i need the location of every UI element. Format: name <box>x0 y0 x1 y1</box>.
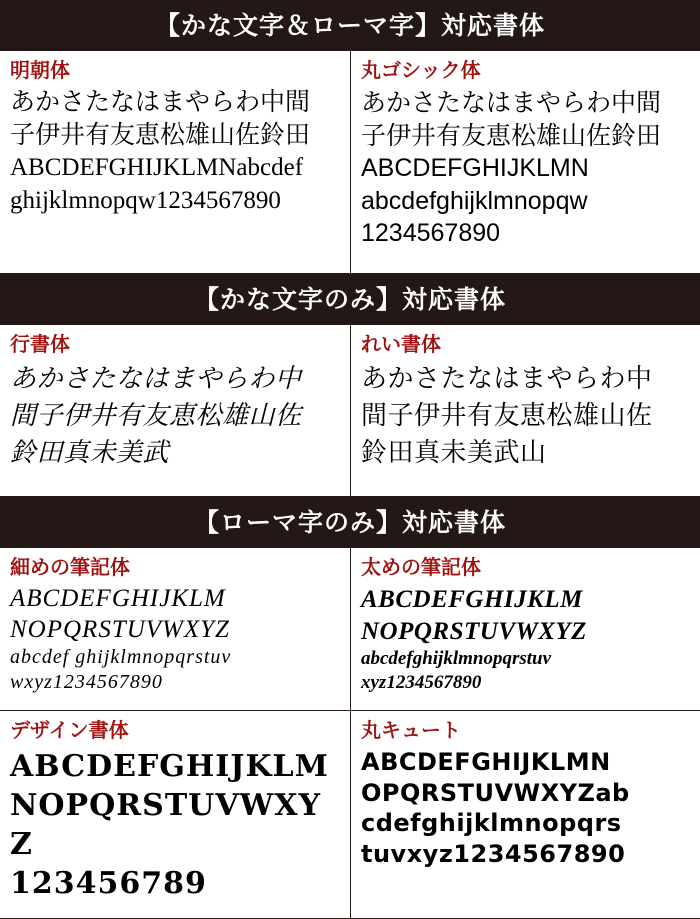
sample-line: NOPQRSTUVWXYZ <box>10 788 321 863</box>
font-sample-gyosho <box>10 361 340 472</box>
font-name-mincho: 明朝体 <box>10 60 70 82</box>
sample-line: ABCDEFGHIJKLM <box>10 749 329 785</box>
sample-line: あかさたなはまやらわ中間 <box>361 89 662 117</box>
sample-line: ghijklmnopqw1234567890 <box>10 186 281 214</box>
sample-line: 鈴田真未美武山 <box>361 438 547 469</box>
section-band-kana-only: 【かな文字のみ】対応書体 <box>0 274 700 324</box>
section-band-roman-only: 【ローマ字のみ】対応書体 <box>0 497 700 547</box>
font-cell-maru-cute <box>350 711 700 918</box>
font-cell-rei <box>350 325 700 496</box>
font-name-maru-gothic: 丸ゴシック体 <box>361 60 481 82</box>
font-name-gyosho: 行書体 <box>10 334 70 357</box>
sample-line: 子伊井有友恵松雄山佐鈴田 <box>361 121 662 150</box>
sample-line: 123456789 <box>10 866 207 902</box>
sample-line: abcdef ghijklmnopqrstuv <box>10 646 232 669</box>
font-sample-thin-script <box>10 584 340 694</box>
section-roman-only <box>0 547 700 919</box>
font-cell-thin-script <box>0 548 350 710</box>
sample-line: NOPQRSTUVWXYZ <box>361 617 587 645</box>
sample-line: xyz1234567890 <box>361 672 482 694</box>
font-cell-mincho <box>0 51 350 273</box>
sample-line: abcdefghijklmnopqrstuv <box>361 648 552 670</box>
section-band-kana-and-roman: 【かな文字＆ローマ字】対応書体 <box>0 0 700 50</box>
font-name-design: デザイン書体 <box>10 720 129 743</box>
sample-line: 子伊井有友恵松雄山佐鈴田 <box>10 121 311 149</box>
font-cell-bold-script <box>350 548 700 710</box>
font-name-rei: れい書体 <box>361 334 441 357</box>
sample-line: tuvxyz1234567890 <box>361 840 626 869</box>
font-name-thin-script: 細めの筆記体 <box>10 557 130 580</box>
section-kana-and-roman <box>0 50 700 274</box>
sample-line: ABCDEFGHIJKLM <box>361 586 583 614</box>
font-cell-gyosho <box>0 325 350 496</box>
sample-line: OPQRSTUVWXYZab <box>361 778 630 807</box>
font-name-maru-cute: 丸キュート <box>361 720 461 743</box>
sample-line: ABCDEFGHIJKLMN <box>361 748 611 777</box>
sample-line: ABCDEFGHIJKLMNabcdef <box>10 154 304 181</box>
font-row-script <box>0 548 700 710</box>
font-sample-design <box>10 747 340 903</box>
sample-line: あかさたなはまやらわ中 <box>10 364 302 395</box>
sample-line: あかさたなはまやらわ中 <box>361 364 653 395</box>
sample-line: 1234567890 <box>361 219 501 247</box>
sample-line: あかさたなはまやらわ中間 <box>10 89 311 116</box>
font-name-bold-script: 太めの筆記体 <box>361 557 481 580</box>
sample-line: NOPQRSTUVWXYZ <box>10 615 230 643</box>
sample-line: wxyz1234567890 <box>10 670 163 693</box>
font-row-display <box>0 710 700 918</box>
font-cell-maru-gothic <box>350 51 700 273</box>
sample-line: 間子伊井有友恵松雄山佐 <box>10 401 302 432</box>
sample-line: ABCDEFGHIJKLMN <box>361 154 589 182</box>
font-sample-rei <box>361 361 690 472</box>
font-sample-mincho <box>10 87 340 217</box>
font-sample-maru-cute <box>361 747 690 870</box>
font-sample-bold-script <box>361 584 690 695</box>
sample-line: 鈴田真未美武 <box>10 438 170 469</box>
section-kana-only <box>0 324 700 497</box>
sample-line: 間子伊井有友恵松雄山佐 <box>361 401 653 432</box>
sample-line: cdefghijklmnopqrs <box>361 809 622 838</box>
font-sample-maru-gothic <box>361 87 690 250</box>
sample-line: ABCDEFGHIJKLM <box>10 585 226 613</box>
sample-line: abcdefghijklmnopqw <box>361 186 588 215</box>
font-cell-design <box>0 711 350 918</box>
